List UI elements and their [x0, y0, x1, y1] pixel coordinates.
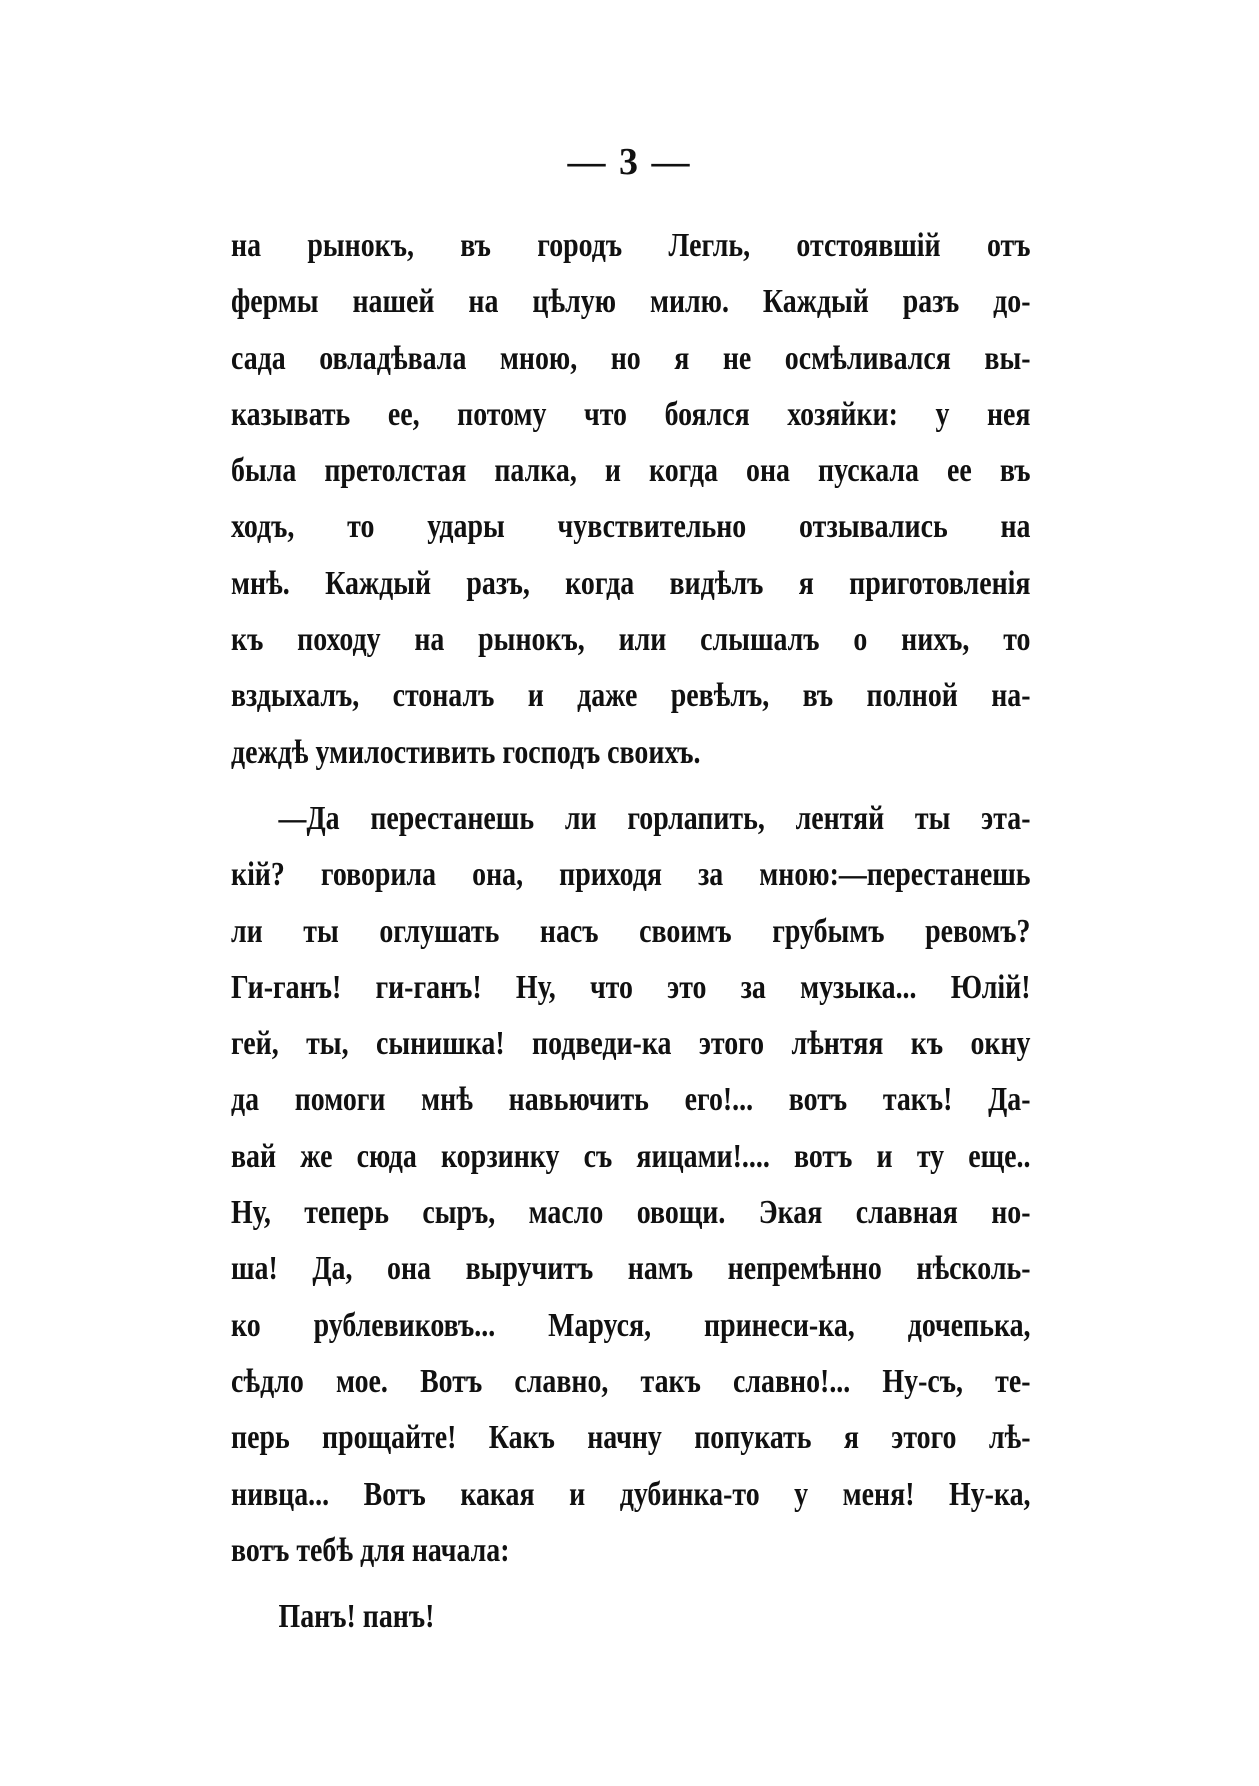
- text-line: вотъ тебѣ для начала:: [231, 1531, 510, 1569]
- text-line: сѣдло мое. Вотъ славно, такъ славно!... Ну-съ, те-: [231, 1362, 1031, 1400]
- text-line: деждѣ умилостивить господъ своихъ.: [231, 733, 701, 771]
- text-line: ко рублевиковъ... Маруся, принеси-ка, дочепька,: [231, 1306, 1031, 1344]
- text-line: къ походу на рынокъ, или слышалъ о нихъ, то: [231, 621, 1031, 659]
- text-line: кій? говорила она, приходя за мною:—перестанешь: [231, 856, 1031, 894]
- text-line: была претолстая палка, и когда она пускала ее въ: [231, 452, 1031, 490]
- text-line: Ну, теперь сыръ, масло овощи. Экая славная но-: [231, 1194, 1031, 1232]
- page-number: — 3 —: [567, 141, 692, 183]
- text-line: ходъ, то удары чувствительно отзывались на: [231, 508, 1031, 546]
- text-line: гей, ты, сынишка! подведи-ка этого лѣнтяя къ окну: [231, 1025, 1031, 1063]
- text-line: перь прощайте! Какъ начну попукать я этого лѣ-: [231, 1419, 1031, 1457]
- text-line: да помоги мнѣ навьючить его!... вотъ такъ! Да-: [231, 1081, 1031, 1119]
- paragraph-1: [231, 218, 1031, 781]
- paragraph-3: [231, 1589, 1031, 1645]
- text-line: ли ты оглушать насъ своимъ грубымъ ревомъ?: [231, 912, 1031, 950]
- text-line: вздыхалъ, стоналъ и даже ревѣлъ, въ полной на-: [231, 677, 1031, 715]
- text-line: сада овладѣвала мною, но я не осмѣливался вы-: [231, 339, 1031, 377]
- text-line: фермы нашей на цѣлую милю. Каждый разъ до-: [231, 283, 1031, 321]
- text-line: нивца... Вотъ какая и дубинка-то у меня! Ну-ка,: [231, 1475, 1031, 1513]
- text-line: Панъ! панъ!: [278, 1598, 435, 1636]
- text-line: —Да перестанешь ли горлапить, лентяй ты эта-: [278, 799, 1031, 837]
- text-line: Ги-ганъ! ги-ганъ! Ну, что это за музыка... Юлій!: [231, 968, 1031, 1006]
- text-line: ша! Да, она выручитъ намъ непремѣнно нѣсколь-: [231, 1250, 1031, 1288]
- paragraph-2: [231, 791, 1031, 1579]
- page-body-text: [231, 218, 1031, 1645]
- text-line: казывать ее, потому что боялся хозяйки: у нея: [231, 395, 1031, 433]
- text-line: мнѣ. Каждый разъ, когда видѣлъ я приготовленія: [231, 564, 1031, 602]
- text-line: на рынокъ, въ городъ Легль, отстоявшій отъ: [231, 227, 1031, 264]
- text-line: вай же сюда корзинку съ яицами!.... вотъ и ту еще..: [231, 1137, 1031, 1175]
